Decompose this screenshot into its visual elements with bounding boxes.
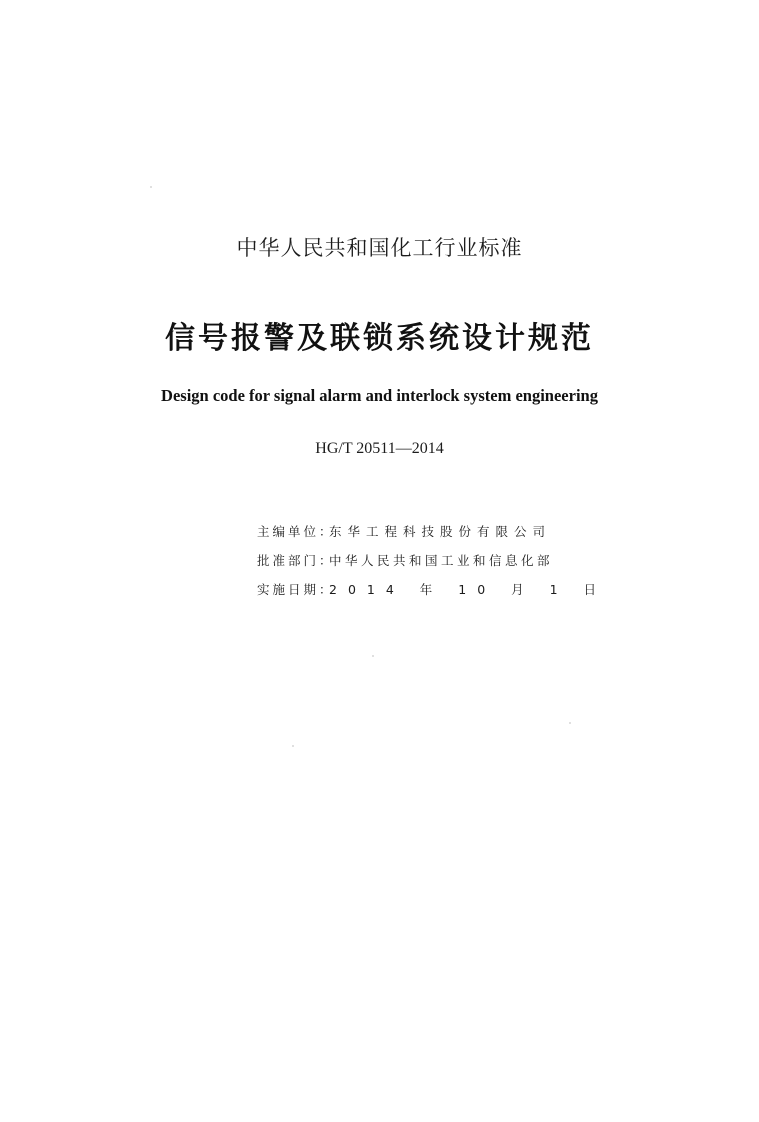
info-row-editor — [257, 523, 607, 541]
scan-speck — [150, 186, 152, 188]
editor-value: 东华工程科技股份有限公司 — [329, 524, 552, 539]
approver-label: 批准部门： — [257, 553, 335, 568]
scan-speck — [569, 722, 571, 724]
scan-speck — [372, 655, 374, 657]
standard-number: HG/T 20511—2014 — [315, 440, 444, 457]
effective-date-label: 实施日期： — [257, 582, 335, 597]
scan-speck — [292, 745, 294, 747]
english-title: Design code for signal alarm and interlock system engineering — [161, 386, 598, 405]
effective-date-value: 2014 年 10 月 1 日 — [329, 582, 608, 597]
info-row-approver — [257, 552, 607, 570]
approver-value: 中华人民共和国工业和信息化部 — [329, 553, 554, 568]
main-title: 信号报警及联锁系统设计规范 — [165, 321, 594, 356]
series-title: 中华人民共和国化工行业标准 — [236, 236, 523, 260]
publication-info — [257, 523, 607, 610]
editor-label: 主编单位： — [257, 524, 335, 539]
info-row-effective-date — [257, 581, 607, 599]
